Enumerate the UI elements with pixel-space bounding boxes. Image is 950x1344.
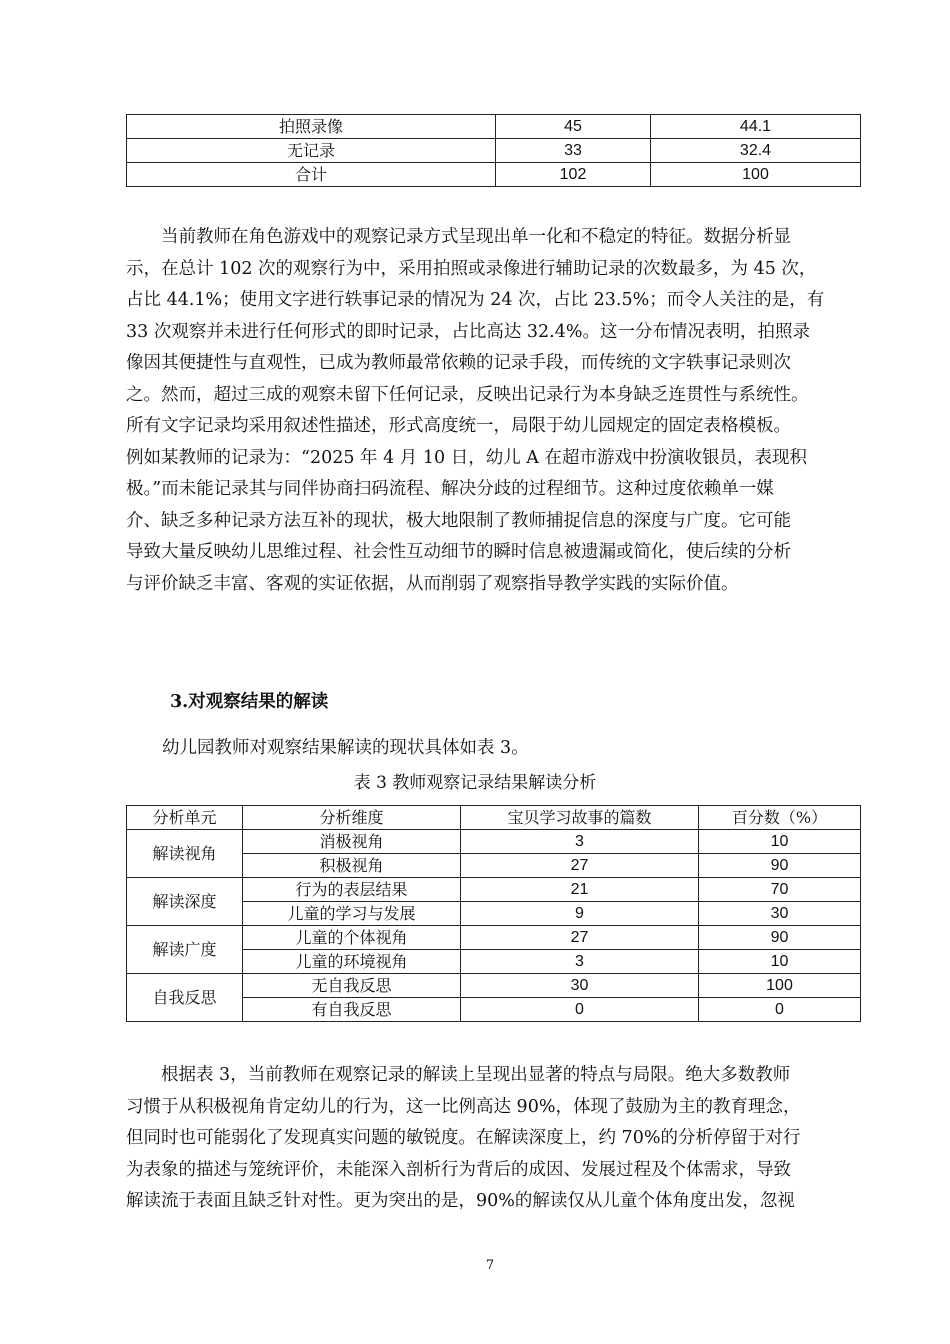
paragraph-line: 为表象的描述与笼统评价，未能深入剖析行为背后的成因、发展过程及个体需求，导致 bbox=[126, 1159, 791, 1180]
table-cell: 行为的表层结果 bbox=[243, 878, 461, 902]
table-cell: 33 bbox=[496, 139, 651, 163]
table-cell: 3 bbox=[461, 950, 699, 974]
table-cell: 70 bbox=[699, 878, 861, 902]
body-paragraph-2 bbox=[126, 1060, 862, 1218]
table-row bbox=[127, 974, 861, 998]
table-cell: 21 bbox=[461, 878, 699, 902]
table-cell: 拍照录像 bbox=[127, 115, 496, 139]
table-cell: 9 bbox=[461, 902, 699, 926]
table-header-row bbox=[127, 806, 861, 830]
column-header: 分析维度 bbox=[243, 806, 461, 830]
paragraph-line: 例如某教师的记录为：“2025 年 4 月 10 日，幼儿 A 在超市游戏中扮演收银员，表现积 bbox=[126, 447, 807, 468]
table-cell: 儿童的环境视角 bbox=[243, 950, 461, 974]
table-cell: 3 bbox=[461, 830, 699, 854]
paragraph-line: 但同时也可能弱化了发现真实问题的敏锐度。在解读深度上，约 70%的分析停留于对行 bbox=[126, 1128, 801, 1148]
table-row bbox=[127, 926, 861, 950]
table-cell: 儿童的个体视角 bbox=[243, 926, 461, 950]
table-caption: 表 3 教师观察记录结果解读分析 bbox=[353, 773, 597, 793]
paragraph-line: 之。然而，超过三成的观察未留下任何记录，反映出记录行为本身缺乏连贯性与系统性。 bbox=[126, 384, 809, 405]
paragraph-line: 与评价缺乏丰富、客观的实证依据，从而削弱了观察指导教学实践的实际价值。 bbox=[126, 573, 739, 594]
table-cell: 10 bbox=[699, 950, 861, 974]
table-cell: 100 bbox=[699, 974, 861, 998]
intro-text: 幼儿园教师对观察结果解读的现状具体如表 3。 bbox=[162, 738, 529, 758]
interpretation-analysis-table bbox=[126, 805, 861, 1022]
paragraph-line: 示，在总计 102 次的观察行为中，采用拍照或录像进行辅助记录的次数最多，为 45 次， bbox=[126, 258, 817, 279]
table-cell: 44.1 bbox=[651, 115, 861, 139]
table-cell: 0 bbox=[461, 998, 699, 1022]
table-cell: 10 bbox=[699, 830, 861, 854]
paragraph-line: 像因其便捷性与直观性，已成为教师最常依赖的记录手段，而传统的文字轶事记录则次 bbox=[126, 353, 791, 373]
table-cell: 无记录 bbox=[127, 139, 496, 163]
table-cell: 90 bbox=[699, 926, 861, 950]
unit-cell: 解读视角 bbox=[127, 830, 243, 878]
paragraph-line: 33 次观察并未进行任何形式的即时记录，占比高达 32.4%。这一分布情况表明，拍照录 bbox=[126, 321, 810, 342]
table-cell: 积极视角 bbox=[243, 854, 461, 878]
page-number: 7 bbox=[485, 1258, 495, 1273]
paragraph-line: 导致大量反映幼儿思维过程、社会性互动细节的瞬时信息被遗漏或简化，使后续的分析 bbox=[126, 542, 791, 562]
table-row bbox=[127, 139, 861, 163]
body-paragraph-1 bbox=[126, 222, 862, 600]
paragraph-line: 解读流于表面且缺乏针对性。更为突出的是，90%的解读仅从儿童个体角度出发，忽视 bbox=[126, 1191, 795, 1211]
paragraph-line: 根据表 3，当前教师在观察记录的解读上呈现出显著的特点与局限。绝大多数教师 bbox=[126, 1065, 791, 1085]
table-cell: 无自我反思 bbox=[243, 974, 461, 998]
table-cell: 有自我反思 bbox=[243, 998, 461, 1022]
section-heading: 3.对观察结果的解读 bbox=[170, 692, 329, 712]
column-header: 宝贝学习故事的篇数 bbox=[461, 806, 699, 830]
table-row bbox=[127, 878, 861, 902]
column-header: 分析单元 bbox=[127, 806, 243, 830]
paragraph-line: 极。”而未能记录其与同伴协商扫码流程、解决分歧的过程细节。这种过度依赖单一媒 bbox=[126, 479, 774, 499]
record-method-table bbox=[126, 114, 861, 187]
column-header: 百分数（%） bbox=[699, 806, 861, 830]
table-cell: 儿童的学习与发展 bbox=[243, 902, 461, 926]
paragraph-line: 占比 44.1%；使用文字进行轶事记录的情况为 24 次，占比 23.5%；而令人关注的是，有 bbox=[126, 290, 825, 310]
table-row bbox=[127, 830, 861, 854]
table-cell: 0 bbox=[699, 998, 861, 1022]
table-cell: 100 bbox=[651, 163, 861, 187]
table-cell: 30 bbox=[699, 902, 861, 926]
table-cell: 27 bbox=[461, 926, 699, 950]
table-row bbox=[127, 163, 861, 187]
table-cell: 45 bbox=[496, 115, 651, 139]
unit-cell: 解读广度 bbox=[127, 926, 243, 974]
table-row bbox=[127, 115, 861, 139]
table-cell: 32.4 bbox=[651, 139, 861, 163]
paragraph-line: 介、缺乏多种记录方法互补的现状，极大地限制了教师捕捉信息的深度与广度。它可能 bbox=[126, 510, 791, 531]
table-cell: 102 bbox=[496, 163, 651, 187]
paragraph-line: 所有文字记录均采用叙述性描述，形式高度统一，局限于幼儿园规定的固定表格模板。 bbox=[126, 416, 791, 436]
paragraph-line: 当前教师在角色游戏中的观察记录方式呈现出单一化和不稳定的特征。数据分析显 bbox=[126, 227, 791, 247]
table-cell: 合计 bbox=[127, 163, 496, 187]
paragraph-line: 习惯于从积极视角肯定幼儿的行为，这一比例高达 90%，体现了鼓励为主的教育理念， bbox=[126, 1096, 801, 1117]
table-cell: 消极视角 bbox=[243, 830, 461, 854]
table-cell: 90 bbox=[699, 854, 861, 878]
table-cell: 27 bbox=[461, 854, 699, 878]
table-cell: 30 bbox=[461, 974, 699, 998]
unit-cell: 解读深度 bbox=[127, 878, 243, 926]
unit-cell: 自我反思 bbox=[127, 974, 243, 1022]
